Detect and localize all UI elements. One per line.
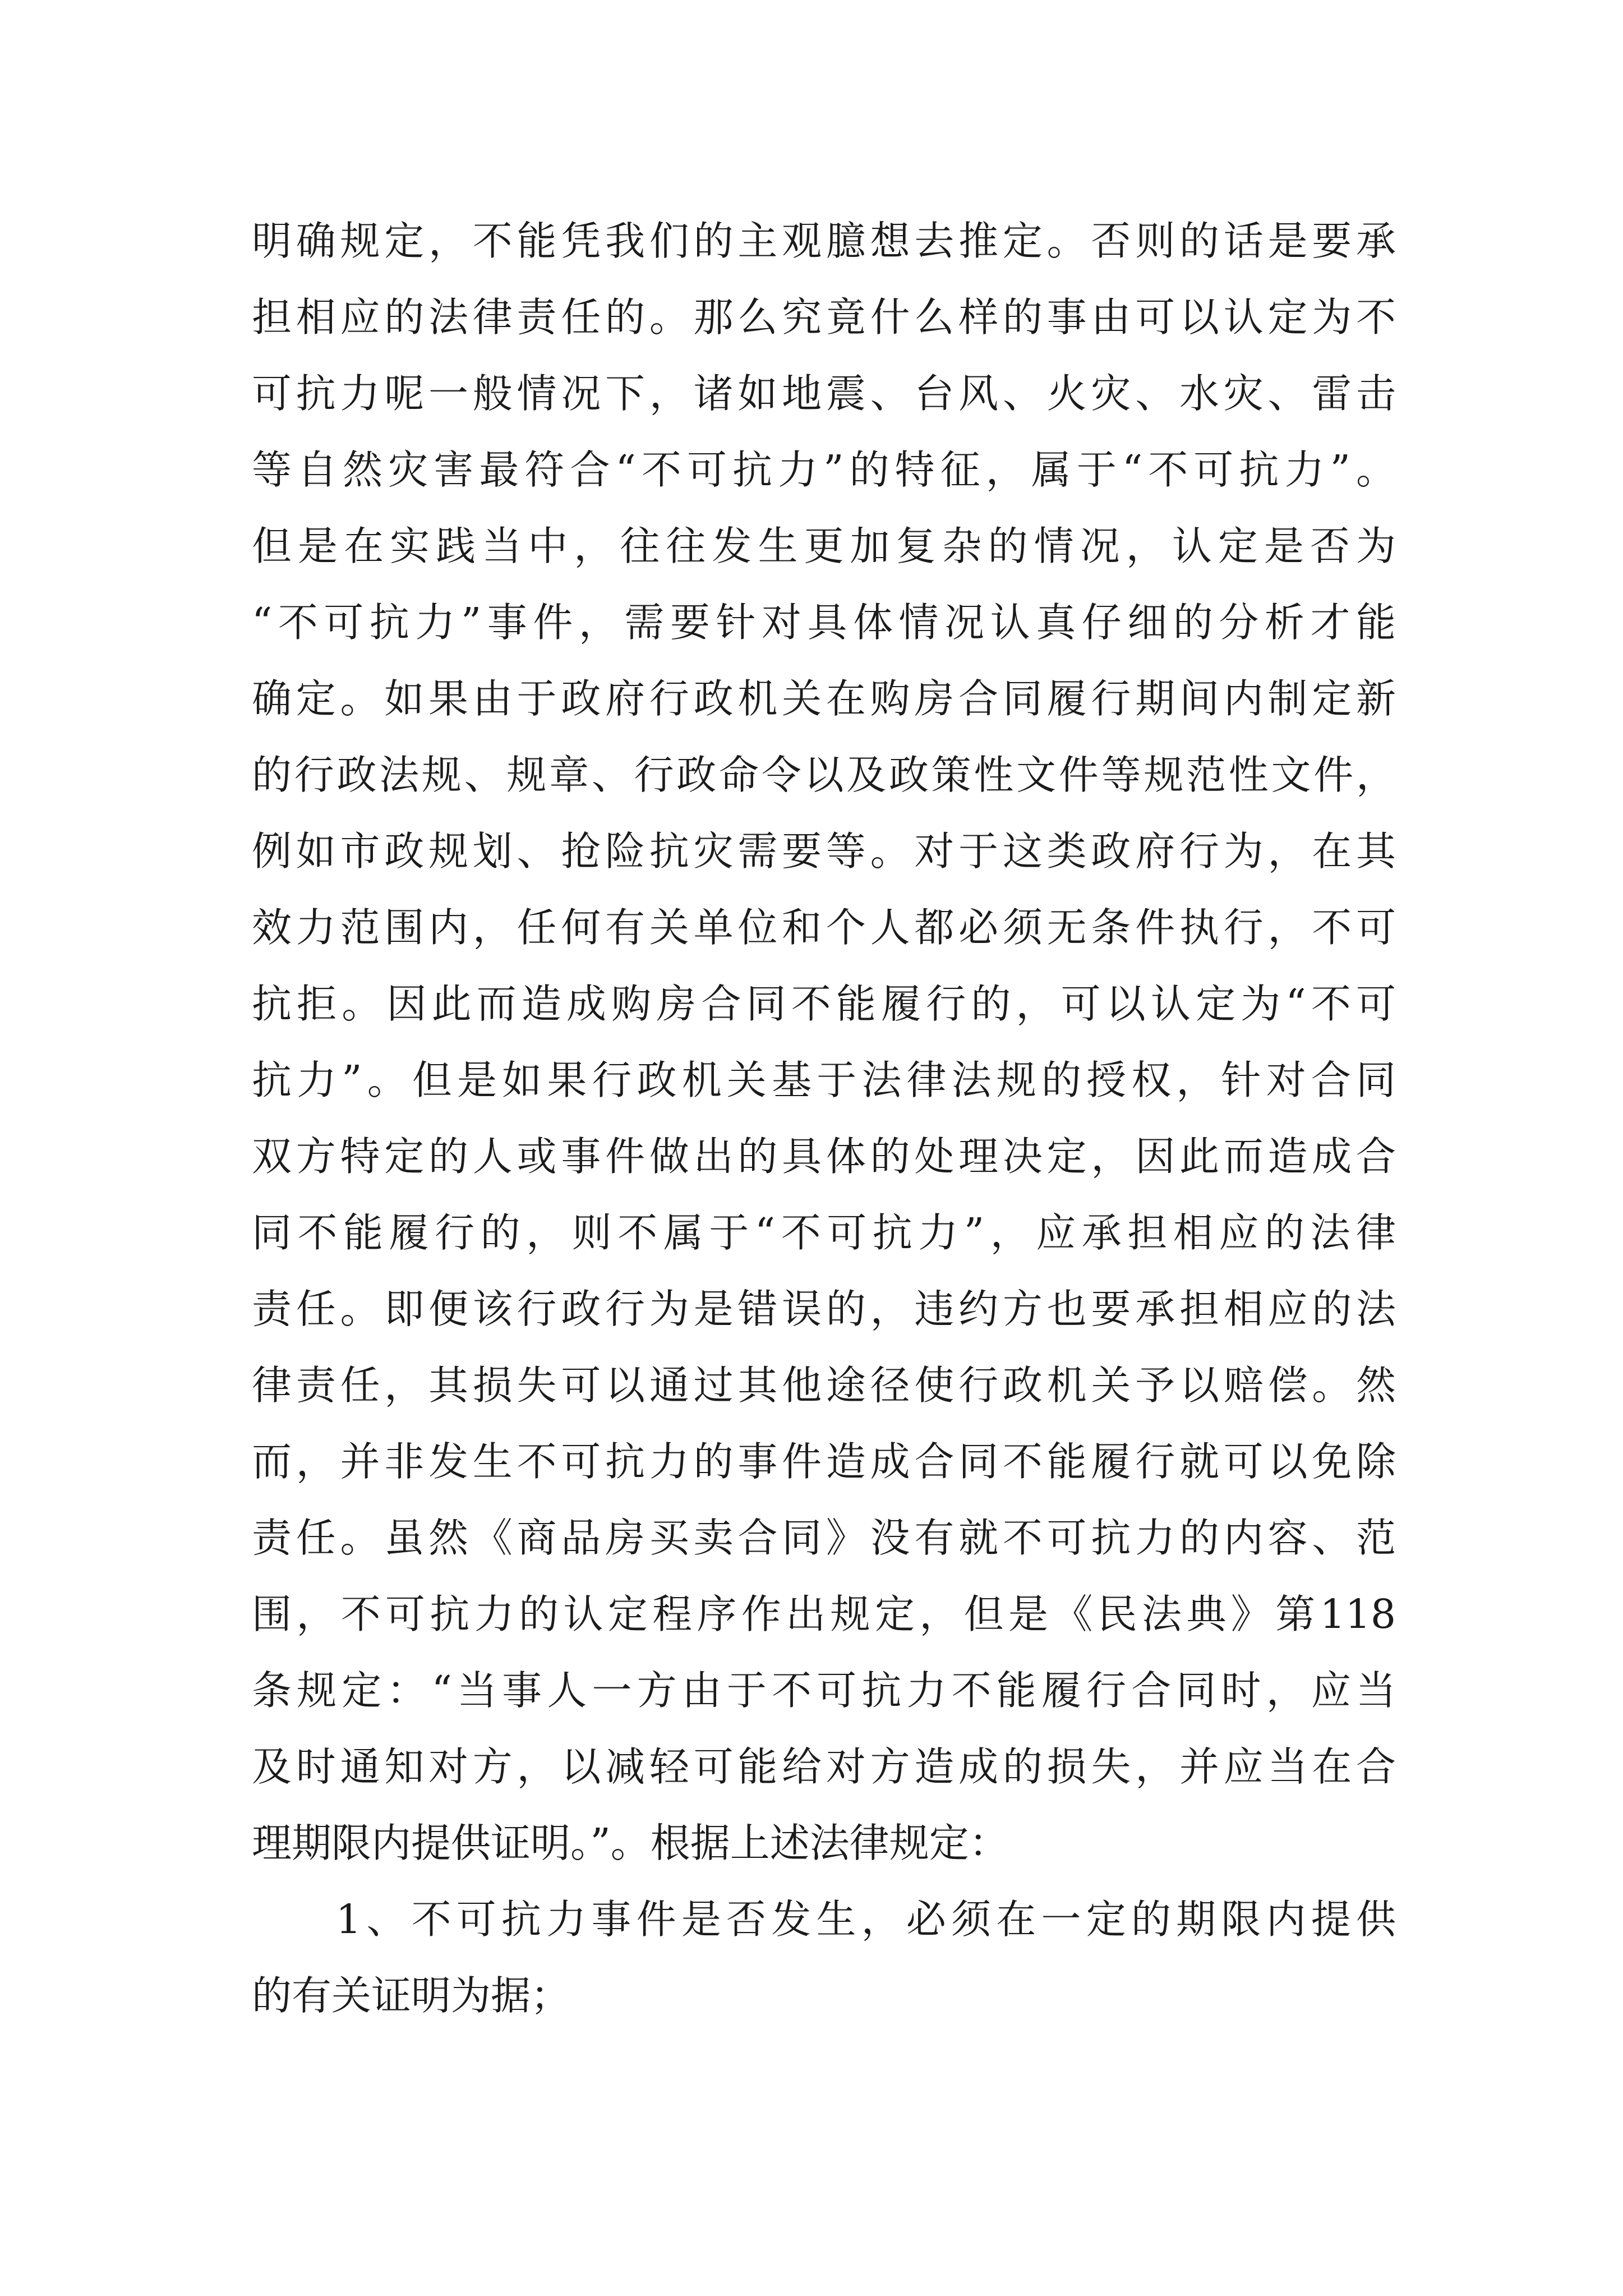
list-item-line: 1、不可抗力事件是否发生，必须在一定的期限内提供 <box>336 1896 1396 1943</box>
text-line: 的有关证明为据； <box>252 1972 571 2019</box>
text-line: 明确规定，不能凭我们的主观臆想去推定。否则的话是要承 <box>252 218 1396 264</box>
text-line: 而，并非发生不可抗力的事件造成合同不能履行就可以免除 <box>252 1438 1396 1485</box>
text-line: 效力范围内，任何有关单位和个人都必须无条件执行，不可 <box>252 904 1396 951</box>
text-line: 确定。如果由于政府行政机关在购房合同履行期间内制定新 <box>252 675 1396 722</box>
text-line: 但是在实践当中，往往发生更加复杂的情况，认定是否为 <box>252 523 1396 569</box>
text-line: 抗拒。因此而造成购房合同不能履行的，可以认定为“不可 <box>252 981 1396 1027</box>
text-line: 条规定：“当事人一方由于不可抗力不能履行合同时，应当 <box>252 1667 1396 1714</box>
text-line: 律责任，其损失可以通过其他途径使行政机关予以赔偿。然 <box>252 1362 1396 1409</box>
text-line: 理期限内提供证明。”。根据上述法律规定： <box>252 1820 1009 1866</box>
text-line: 责任。即便该行政行为是错误的，违约方也要承担相应的法 <box>252 1286 1396 1332</box>
text-line: 的行政法规、规章、行政命令以及政策性文件等规范性文件， <box>252 752 1396 798</box>
text-line: 可抗力呢一般情况下，诸如地震、台风、火灾、水灾、雷击 <box>252 370 1396 417</box>
text-line: 同不能履行的，则不属于“不可抗力”，应承担相应的法律 <box>252 1209 1396 1256</box>
text-line: 例如市政规划、抢险抗灾需要等。对于这类政府行为，在其 <box>252 828 1396 875</box>
text-line: 责任。虽然《商品房买卖合同》没有就不可抗力的内容、范 <box>252 1515 1396 1561</box>
text-line: 等自然灾害最符合“不可抗力”的特征，属于“不可抗力”。 <box>252 447 1396 493</box>
text-line: 抗力”。但是如果行政机关基于法律法规的授权，针对合同 <box>252 1057 1396 1103</box>
body-text <box>252 203 1396 2034</box>
text-line: 担相应的法律责任的。那么究竟什么样的事由可以认定为不 <box>252 294 1396 341</box>
text-line: 双方特定的人或事件做出的具体的处理决定，因此而造成合 <box>252 1133 1396 1180</box>
text-line: “不可抗力”事件，需要针对具体情况认真仔细的分析才能 <box>252 599 1396 646</box>
text-line: 围，不可抗力的认定程序作出规定，但是《民法典》第118 <box>252 1591 1396 1637</box>
text-line: 及时通知对方，以减轻可能给对方造成的损失，并应当在合 <box>252 1743 1396 1790</box>
